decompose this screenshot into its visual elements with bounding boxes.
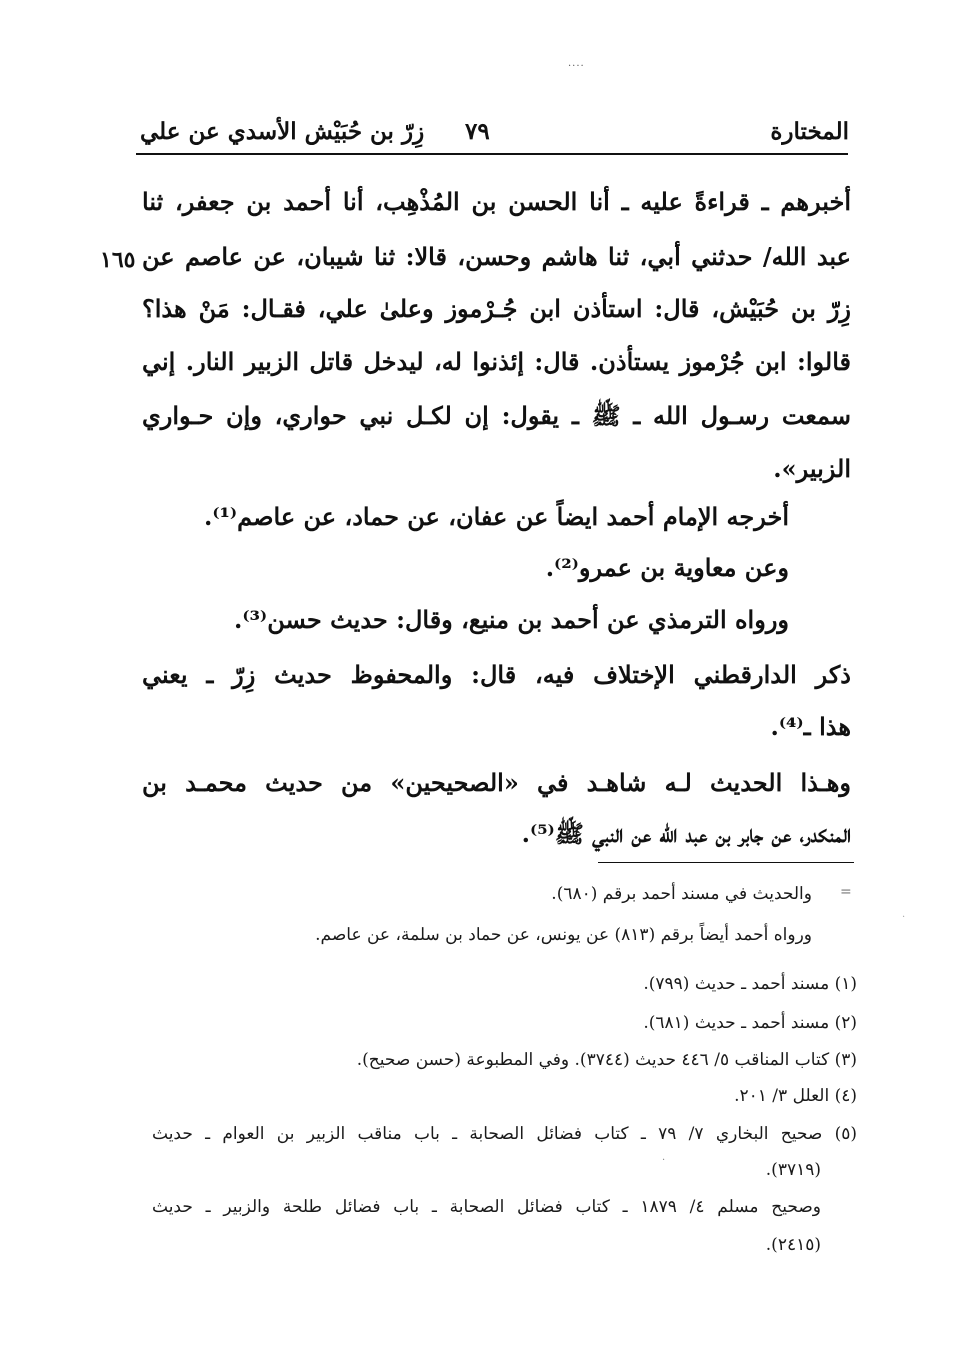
- footnote-1: (١) مسند أحمد ـ حديث (٧٩٩).: [643, 974, 857, 994]
- scan-speck: ·: [662, 1155, 666, 1166]
- footnote-5-line-3: وصحيح مسلم ٤/ ١٨٧٩ ـ كتاب فضائل الصحابة ـ باب فضائل طلحة والزبير ـ حديث: [152, 1197, 821, 1217]
- footnote-continuation-mark: =: [840, 884, 852, 900]
- paragraph-4-line-2: المنكدر، عن جابر بن عبد الله عن النبي ﷺ⁽⁵⁾.: [521, 819, 851, 848]
- body-line-2: عبد الله/ حدثني أبي، ثنا هاشم وحسن، قالا: ثنا شيبان، عن عاصم عن: [142, 242, 851, 271]
- body-line-1: أخبرهم ـ قراءةً عليه ـ أنا الحسن بن المُذْهِب، أنا أحمد بن جعفر، ثنا: [142, 187, 851, 216]
- paragraph-2-line-2: وعن معاوية بن عمرو⁽²⁾.: [545, 553, 789, 582]
- paragraph-4-line-1: وهـذا الحديث لـه شاهـد في «الصحيحين» من حديث محمـد بن: [142, 768, 851, 797]
- footnote-continuation-line-2: ورواه أحمد أيضاً برقم (٨١٣) عن يونس، عن حماد بن سلمة، عن عاصم.: [315, 925, 812, 945]
- footnote-2: (٢) مسند أحمد ـ حديث (٦٨١).: [643, 1013, 857, 1033]
- running-header-chapter: زِرّ بن حُبَيْش الأسدي عن علي: [140, 118, 425, 145]
- body-line-4: قالوا: ابن جُرْموز يستأذن. قال: إئذنوا له، ليدخل قاتل الزبير النار. إني: [142, 347, 851, 376]
- footnote-continuation-line-1: والحديث في مسند أحمد برقم (٦٨٠).: [551, 884, 812, 904]
- body-line-5: سمعت رسـول الله ـ ﷺ ـ يقول: إن لكـل نبي حواري، وإن حـواري: [142, 401, 851, 430]
- top-marks: ....: [568, 58, 585, 69]
- paragraph-2-line-1: أخرجه الإمام أحمد ايضاً عن عفان، عن حماد، عن عاصم⁽¹⁾.: [203, 502, 789, 531]
- footnote-5-line-2: (٣٧١٩).: [765, 1160, 821, 1180]
- footnote-5-line-4: (٢٤١٥).: [765, 1235, 821, 1255]
- footnote-5-line-1: (٥) صحيح البخاري ٧/ ٧٩ ـ كتاب فضائل الصحابة ـ باب مناقب الزبير بن العوام ـ حديث: [152, 1124, 857, 1144]
- running-header-book: المختارة: [770, 118, 849, 145]
- paragraph-2-line-3: ورواه الترمذي عن أحمد بن منيع، وقال: حديث حسن⁽³⁾.: [234, 605, 789, 634]
- margin-page-number: ١٦٥: [100, 247, 136, 273]
- page-number: ٧٩: [465, 118, 490, 145]
- body-line-6: الزبير».: [773, 454, 851, 483]
- footnote-3: (٣) كتاب المناقب ٥/ ٤٤٦ حديث (٣٧٤٤). وفي المطبوعة (حسن صحيح).: [356, 1050, 857, 1070]
- paragraph-3-line-1: ذكر الدارقطني الإختلاف فيه، قال: والمحفوظ حديث زِرّ ـ يعني: [142, 660, 851, 689]
- footnote-4: (٤) العلل ٣/ ٢٠١.: [734, 1086, 857, 1106]
- paragraph-3-line-2: هذا ـ⁽⁴⁾.: [770, 712, 851, 741]
- body-line-3: زِرّ بن حُبَيْش، قال: استأذن ابن جُـرْموز وعلىٰ علي، فقـال: مَنْ هذا؟: [142, 294, 851, 323]
- header-rule: [136, 153, 848, 155]
- scan-speck: ·: [902, 912, 906, 923]
- footnote-rule: [598, 862, 854, 863]
